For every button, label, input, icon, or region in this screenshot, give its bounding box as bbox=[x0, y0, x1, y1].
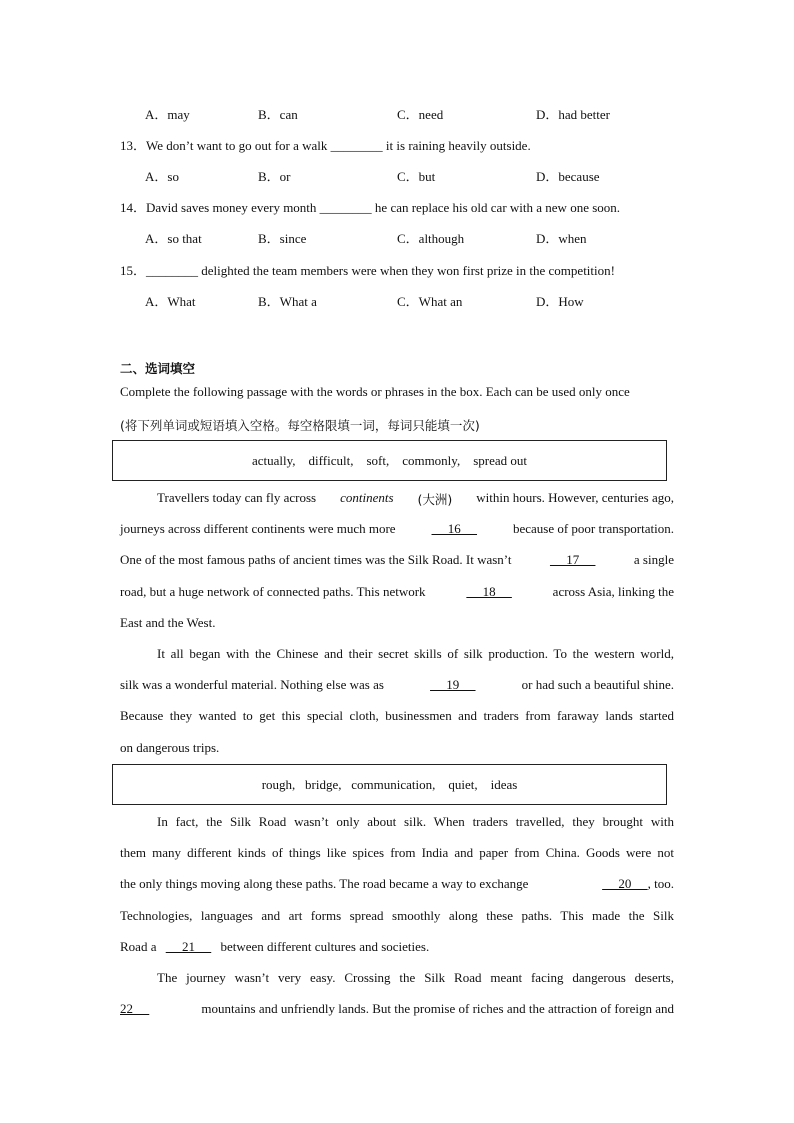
text-run: across Asia, linking the bbox=[552, 584, 674, 599]
text-run: mountains and unfriendly lands. But the promise of riches and the attraction of foreign and bbox=[201, 1001, 674, 1016]
text-run: silk was a wonderful material. Nothing else was as bbox=[120, 677, 384, 692]
word-box bbox=[112, 440, 667, 481]
answer-blank: ________ bbox=[319, 200, 372, 215]
word-box-words: rough, bridge, communication, quiet, ideas bbox=[261, 776, 518, 792]
italic-word: continents bbox=[340, 490, 394, 505]
paragraph-line: East and the West. bbox=[120, 615, 216, 630]
q13-option-b: B．or bbox=[258, 169, 291, 184]
question-text: it is raining heavily outside. bbox=[385, 138, 531, 153]
text-run: , too. bbox=[647, 876, 674, 891]
paragraph-line bbox=[120, 1001, 674, 1017]
q13-option-c: C．but bbox=[397, 169, 436, 184]
q12-option-a: A．may bbox=[145, 107, 190, 122]
word-box bbox=[112, 764, 667, 805]
answer-blank: ________ bbox=[146, 263, 199, 278]
blank-20: 20 bbox=[602, 876, 648, 891]
q14-option-c: C．although bbox=[397, 231, 465, 246]
text-run: or had such a beautiful shine. bbox=[521, 677, 674, 692]
text-run: between different cultures and societies. bbox=[220, 939, 430, 954]
q12-option-c: C．need bbox=[397, 107, 444, 122]
text-run: a single bbox=[633, 552, 674, 567]
blank-18: 18 bbox=[466, 584, 512, 599]
blank-19: 19 bbox=[430, 677, 476, 692]
question-text: he can replace his old car with a new one soon. bbox=[374, 200, 621, 215]
text-run: because of poor transportation. bbox=[512, 521, 674, 536]
paragraph-line bbox=[120, 677, 674, 693]
question-number: 14． bbox=[120, 200, 147, 215]
q14-option-a: A．so that bbox=[145, 231, 202, 246]
paragraph-line: It all began with the Chinese and their secret skills of silk production. To the western world, bbox=[157, 646, 674, 661]
instruction-chinese: (将下列单词或短语填入空格。每空格限填一词，每词只能填一次) bbox=[120, 418, 480, 433]
question-text: delighted the team members were when they won first prize in the competition! bbox=[201, 263, 615, 278]
q15-option-c: C．What an bbox=[397, 294, 463, 309]
paragraph-line bbox=[157, 490, 674, 508]
question-15 bbox=[120, 260, 615, 279]
paragraph-line bbox=[120, 876, 674, 892]
blank-21: 21 bbox=[165, 939, 212, 954]
paragraph-line: them many different kinds of things like spices from India and paper from China. Goods were not bbox=[120, 845, 674, 860]
paragraph-line: In fact, the Silk Road wasn’t only about silk. When traders travelled, they brought with bbox=[157, 814, 674, 829]
text-run: road, but a huge network of connected paths. This network bbox=[120, 584, 426, 599]
question-14 bbox=[120, 197, 620, 216]
text-run: the only things moving along these paths. The road became a way to exchange bbox=[120, 876, 529, 891]
blank-22: 22 bbox=[120, 1001, 150, 1016]
blank-17: 17 bbox=[549, 552, 596, 567]
paragraph-line: Because they wanted to get this special cloth, businessmen and traders from faraway lands started bbox=[120, 708, 674, 723]
text-run: One of the most famous paths of ancient times was the Silk Road. It wasn’t bbox=[120, 552, 512, 567]
text-run: within hours. However, centuries ago, bbox=[476, 490, 674, 505]
q15-option-b: B．What a bbox=[258, 294, 317, 309]
text-run: journeys across different continents were much more bbox=[120, 521, 396, 536]
text-run: Road a bbox=[120, 939, 157, 954]
text-run: Travellers today can fly across bbox=[157, 490, 317, 505]
instruction-english: Complete the following passage with the words or phrases in the box. Each can be used only once bbox=[120, 384, 630, 399]
blank-16: 16 bbox=[431, 521, 478, 536]
q15-option-a: A．What bbox=[145, 294, 196, 309]
paragraph-line: Technologies, languages and art forms spread smoothly along these paths. This made the Silk bbox=[120, 908, 674, 923]
q12-option-b: B．can bbox=[258, 107, 298, 122]
q13-option-a: A．so bbox=[145, 169, 179, 184]
question-number: 13． bbox=[120, 138, 147, 153]
chinese-gloss: (大洲) bbox=[417, 492, 453, 507]
paragraph-line bbox=[120, 552, 674, 568]
q14-option-b: B．since bbox=[258, 231, 307, 246]
question-text: We don’t want to go out for a walk bbox=[146, 138, 328, 153]
word-box-words: actually, difficult, soft, commonly, spread out bbox=[252, 452, 527, 468]
section-heading: 二、选词填空 bbox=[120, 361, 196, 376]
paragraph-line bbox=[120, 584, 674, 600]
question-number: 15． bbox=[120, 263, 147, 278]
paragraph-line bbox=[120, 939, 429, 955]
question-13 bbox=[120, 135, 531, 154]
q14-option-d: D．when bbox=[536, 231, 587, 246]
paragraph-line: The journey wasn’t very easy. Crossing the Silk Road meant facing dangerous deserts, bbox=[157, 970, 674, 985]
q12-option-d: D．had better bbox=[536, 107, 611, 122]
q15-option-d: D．How bbox=[536, 294, 584, 309]
question-text: David saves money every month bbox=[146, 200, 317, 215]
paragraph-line: on dangerous trips. bbox=[120, 740, 220, 755]
q13-option-d: D．because bbox=[536, 169, 600, 184]
answer-blank: ________ bbox=[330, 138, 383, 153]
paragraph-line bbox=[120, 521, 674, 537]
